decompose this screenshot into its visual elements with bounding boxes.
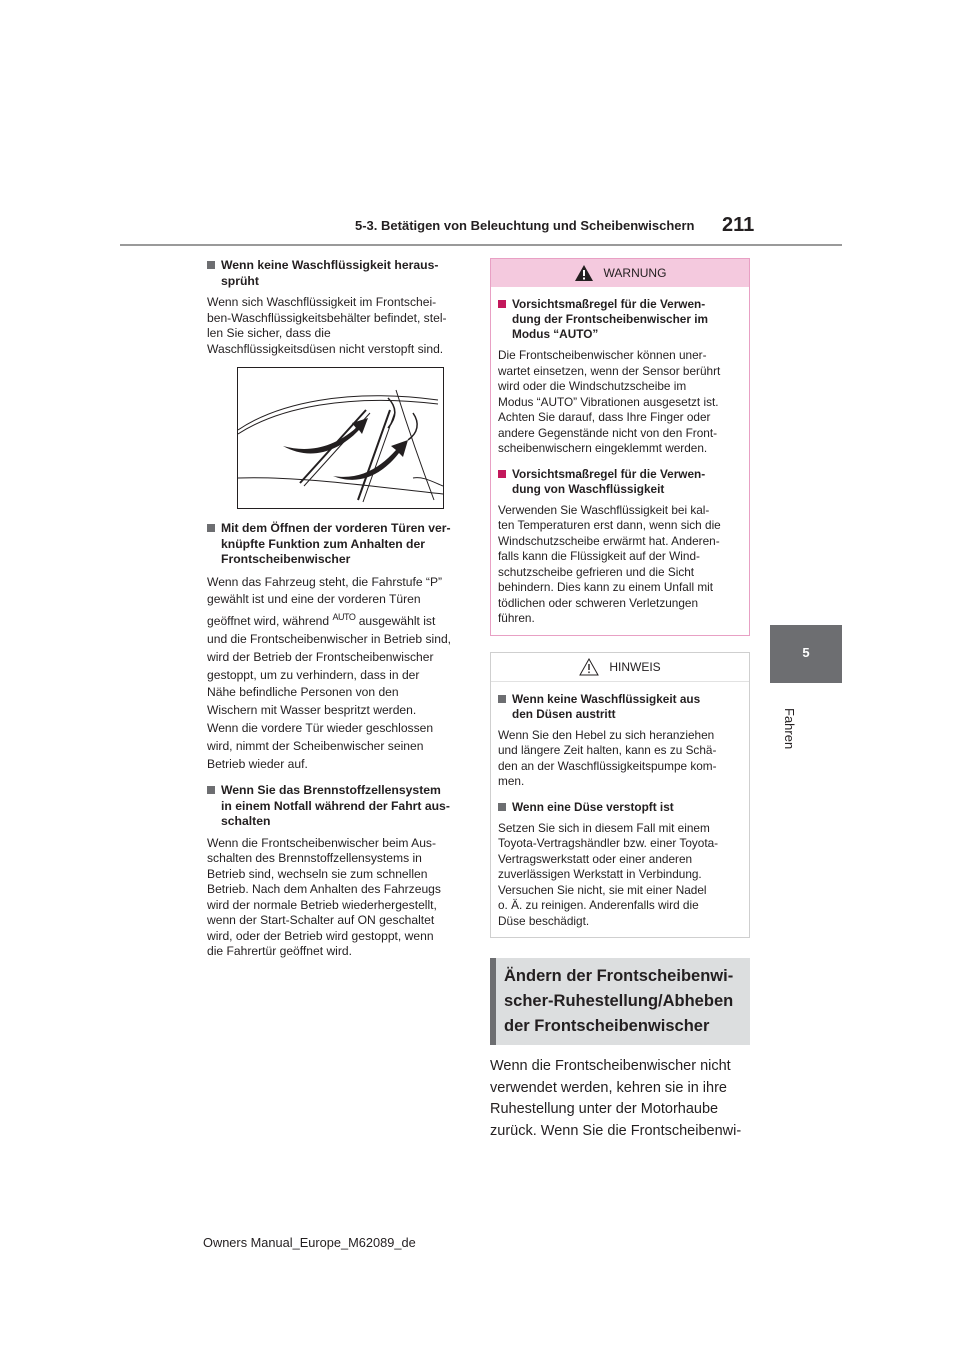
heading-text: Wenn eine Düse verstopft ist xyxy=(512,799,674,814)
note-item-text: Wenn Sie den Hebel zu sich heranziehen und längere Zeit halten, kann es zu Schä- den an der Waschflüssigkeitspumpe kom- men. xyxy=(498,727,717,788)
paragraph-no-washer-fluid: Wenn sich Waschflüssigkeit im Frontschei- ben-Waschflüssigkeitsbehälter befindet, stel- len Sie sicher, dass die Waschflüssigkeitsdüsen nicht verstopft sind. xyxy=(207,295,447,356)
paragraph-text-after: ausgewählt ist und die Frontscheibenwischer in Betrieb sind, wird der Betrieb der Frontscheibenwischer gestoppt, um zu verhindern, dass in der Nähe befindliche Personen von den Wischern mit Wasser bespritzt werden. Wenn die vordere Tür wieder geschlossen wird, nimmt der Scheibenwischer seinen Betrieb wieder auf. xyxy=(207,614,452,771)
chapter-label: Fahren xyxy=(782,708,797,750)
left-column xyxy=(207,258,469,970)
warning-item-heading xyxy=(498,297,742,342)
warning-box xyxy=(490,258,750,636)
bullet-square-icon xyxy=(498,300,506,308)
heading-text: Vorsichtsmaßregel für die Verwen- dung der Frontscheibenwischer im Modus “AUTO” xyxy=(512,297,708,341)
note-body xyxy=(491,682,749,938)
warning-header xyxy=(491,259,749,287)
note-item-text: Setzen Sie sich in diesem Fall mit einem Toyota-Vertragshändler bzw. einer Toyota- Vertragswerkstatt oder einer anderen zuverlässigen Werkstatt in Verbindung. Versuchen Sie nicht, sie mit einer Nadel o. Ä. zu reinigen. Anderenfalls wird die Düse beschädigt. xyxy=(498,820,719,928)
bullet-square-icon xyxy=(207,261,215,269)
heading-text: Wenn Sie das Brennstoffzellensystem in einem Notfall während der Fahrt aus- schalten xyxy=(221,783,450,829)
section-heading-door-stop-function xyxy=(207,521,469,568)
right-column xyxy=(490,258,750,1142)
footer-document-id: Owners Manual_Europe_M62089_de xyxy=(203,1235,416,1250)
auto-mode-icon: AUTO xyxy=(332,612,356,623)
heading-text: Vorsichtsmaßregel für die Verwen- dung von Waschflüssigkeit xyxy=(512,466,706,496)
warning-body xyxy=(491,287,749,635)
bullet-square-icon xyxy=(498,695,506,703)
note-title: HINWEIS xyxy=(609,659,661,674)
section-paragraph: Wenn die Frontscheibenwischer nicht verwendet werden, kehren sie in ihre Ruhestellung unter der Motorhaube zurück. Wenn Sie die Frontscheibenwi- xyxy=(490,1058,742,1139)
note-header xyxy=(491,653,749,682)
caution-triangle-icon xyxy=(579,658,599,676)
running-header-title: 5-3. Betätigen von Beleuchtung und Scheibenwischern xyxy=(355,218,695,233)
bullet-square-icon xyxy=(207,786,215,794)
note-item-heading xyxy=(498,692,742,722)
paragraph-door-stop-function xyxy=(207,574,469,774)
chapter-tab xyxy=(770,625,842,683)
section-heading-no-washer-fluid xyxy=(207,258,469,289)
bullet-square-icon xyxy=(207,524,215,532)
bullet-square-icon xyxy=(498,803,506,811)
warning-title: WARNUNG xyxy=(603,266,667,280)
warning-triangle-icon xyxy=(574,264,594,282)
windshield-wipers-icon xyxy=(238,368,443,508)
windshield-wiper-illustration xyxy=(237,367,444,509)
paragraph-text-before: Wenn das Fahrzeug steht, die Fahrstufe “P” gewählt ist und eine der vorderen Türen geöffnet wird, während xyxy=(207,574,443,629)
note-item-heading xyxy=(498,800,742,815)
note-box xyxy=(490,652,750,939)
page-number: 211 xyxy=(722,214,755,236)
warning-item-text: Die Frontscheibenwischer können uner- wartet einsetzen, wenn der Sensor berührt wird oder die Windschutzscheibe im Modus “AUTO” Vibrationen ausgesetzt ist. Achten Sie darauf, dass Ihre Finger oder andere Gegenstände nicht von den Front- scheibenwischern eingeklemmt werden. xyxy=(498,348,721,455)
warning-item-text: Verwenden Sie Waschflüssigkeit bei kal- ten Temperaturen erst dann, wenn sich die Windschutzscheibe erwärmt hat. Anderen- falls kann die Flüssigkeit auf der Wind- schutzscheibe gefrieren und die Sicht behindern. Dies kann zu einem Unfall mit tödlichen oder schweren Verletzungen führen. xyxy=(498,502,721,625)
chapter-number: 5 xyxy=(802,645,810,660)
heading-text: Wenn keine Waschflüssigkeit heraus- sprüht xyxy=(221,258,439,288)
warning-item-heading xyxy=(498,467,742,497)
paragraph-emergency-shutdown: Wenn die Frontscheibenwischer beim Aus- schalten des Brennstoffzellensystems in Betrieb sind, wechseln sie zum schnellen Betrieb. Nach dem Anhalten des Fahrzeugs wird der normale Betrieb wiederhergestellt, wenn der Start-Schalter auf ON geschaltet wird, oder der Betrieb wird gestoppt, wenn die Fahrertür geöffnet wird. xyxy=(207,835,441,959)
section-heading-emergency-shutdown xyxy=(207,783,469,830)
bullet-square-icon xyxy=(498,470,506,478)
heading-text: Wenn keine Waschflüssigkeit aus den Düsen austritt xyxy=(512,691,701,721)
section-title: Ändern der Frontscheibenwi- scher-Ruhestellung/Abheben der Frontscheibenwischer xyxy=(490,958,750,1045)
header-rule xyxy=(120,244,842,246)
heading-text: Mit dem Öffnen der vorderen Türen ver- knüpfte Funktion zum Anhalten der Frontscheibenwischer xyxy=(221,521,451,566)
